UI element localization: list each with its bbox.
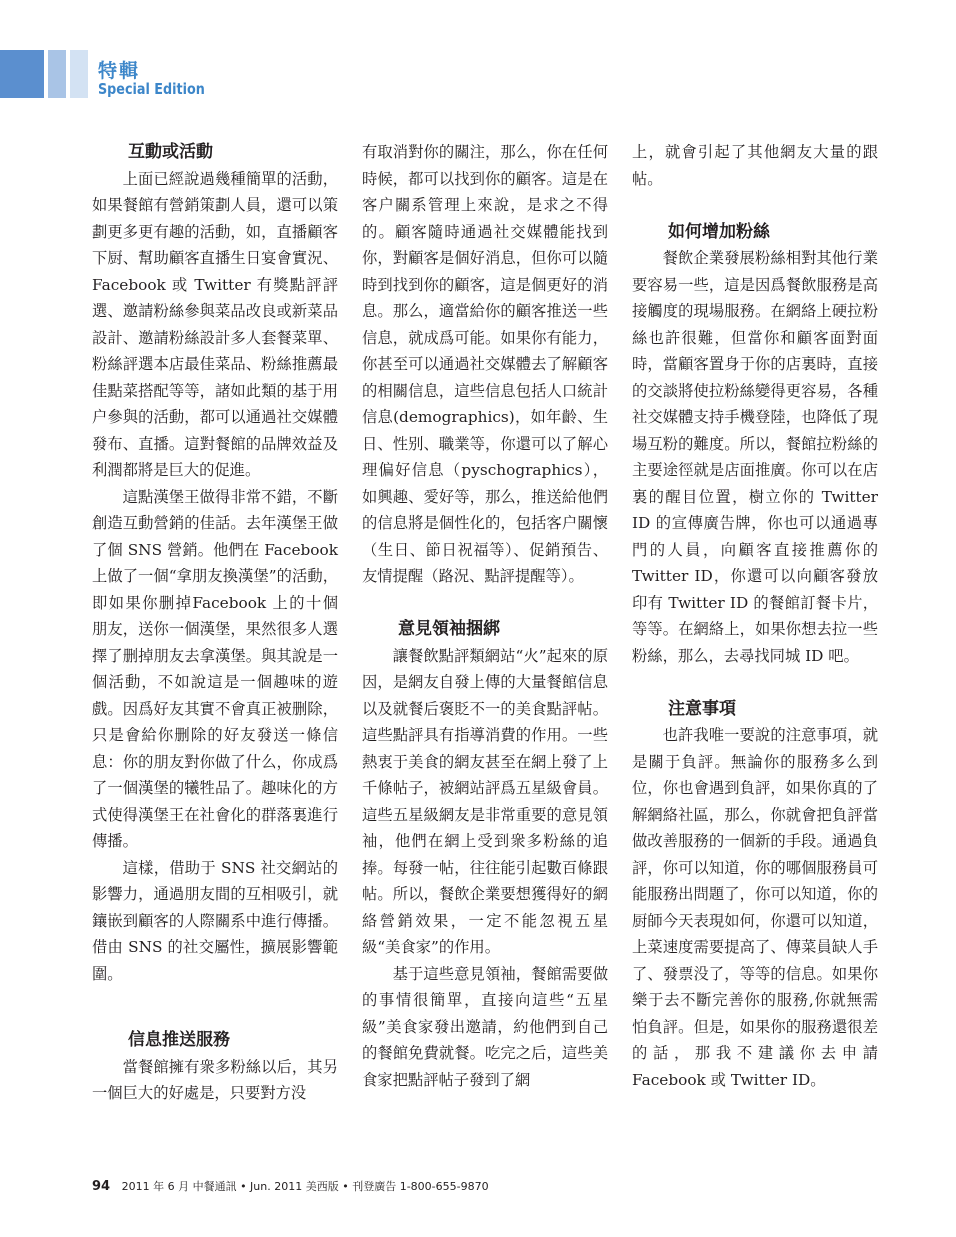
paragraph: 基于這些意見領袖，餐館需要做的事情很簡單，直接向這些“五星級”美食家發出邀請，約他們到自己的餐館免費就餐。吃完之后，這些美食家把點評帖子發到了網 xyxy=(362,964,608,1089)
paragraph: 這點漢堡王做得非常不錯，不斷創造互動營銷的佳話。去年漢堡王做了個 SNS 營銷。他們在 Facebook 上做了一個“拿朋友換漢堡”的活動，即如果你删掉Facebook 上的十個朋友，送你一個漢堡，果然很多人選擇了删掉朋友去拿漢堡。與其說是一個活動，不如說這是一個趣味的遊戲。因爲好友其實不會真正被删除，只是會給你删除的好友發送一條信息：你的朋友對你做了什么，你成爲了一個漢堡的犧牲品了。趣味化的方式使得漢堡王在社會化的群落裏進行傳播。 xyxy=(92,487,338,850)
heading-info-push: 信息推送服務 xyxy=(128,1030,230,1050)
page-footer xyxy=(92,1178,489,1194)
paragraph: 當餐館擁有衆多粉絲以后，其另一個巨大的好處是，只要對方没 xyxy=(92,1057,338,1102)
paragraph: 這樣，借助于 SNS 社交網站的影響力，通過朋友間的互相吸引，就鑲嵌到顧客的人際關系中進行傳播。借由 SNS 的社交屬性，擴展影響範圍。 xyxy=(92,858,338,983)
paragraph: 讓餐飲點評類網站“火”起來的原因，是網友自發上傳的大量餐館信息以及就餐后褒貶不一的美食點評帖。這些點評具有指導消費的作用。一些熱衷于美食的網友甚至在網上發了上千條帖子，被網站評爲五星級會員。這些五星級網友是非常重要的意見領袖，他們在網上受到衆多粉絲的追捧。每發一帖，往往能引起數百條跟帖。所以，餐飲企業要想獲得好的網絡營銷效果，一定不能忽視五星級“美食家”的作用。 xyxy=(362,646,608,956)
footer-text: 2011 年 6 月 中餐通訊 • Jun. 2011 美西版 • 刊登廣告 1-800-655-9870 xyxy=(121,1180,489,1193)
header-bar-medium xyxy=(48,50,66,98)
page-number: 94 xyxy=(92,1179,111,1194)
heading-increase-fans: 如何增加粉絲 xyxy=(668,221,770,242)
paragraph: 餐飲企業發展粉絲相對其他行業要容易一些，這是因爲餐飲服務是高接觸度的現場服務。在網絡上硬拉粉絲也許很難，但當你和顧客面對面時，當顧客置身于你的店裏時，直接的交談將使拉粉絲變得更容易，各種社交媒體支持手機登陸，也降低了現場互粉的難度。所以，餐館拉粉絲的主要途徑就是店面推廣。你可以在店裏的醒目位置，樹立你的 Twitter ID 的宣傳廣告牌，你也可以通過專門的人員，向顧客直接推薦你的 Twitter ID，你還可以向顧客發放印有 Twitter ID 的餐館訂餐卡片，等等。在網絡上，如果你想去拉一些粉絲，那么，去尋找同城 ID 吧。 xyxy=(632,249,878,665)
paragraph: 上面已經說過幾種簡單的活動，如果餐館有營銷策劃人員，還可以策劃更多更有趣的活動，如，直播顧客下厨、幫助顧客直播生日宴會實況、Facebook 或 Twitter 有獎點評評選、邀請粉絲參與菜品改良或新菜品設計、邀請粉絲設計多人套餐菜單、粉絲評選本店最佳菜品、粉絲推薦最佳點菜搭配等等，諸如此類的基于用户參與的活動，都可以通過社交媒體發布、直播。這對餐館的品牌效益及利潤都將是巨大的促進。 xyxy=(92,169,338,479)
section-title-english: Special Edition xyxy=(98,80,205,98)
header-bar-light xyxy=(70,50,88,98)
column-3 xyxy=(632,139,878,1093)
section-title-chinese: 特輯 xyxy=(98,60,141,82)
heading-opinion-leaders: 意見領袖捆綁 xyxy=(398,619,500,639)
column-1 xyxy=(92,139,338,1107)
column-2 xyxy=(362,139,608,1093)
header-bar-dark xyxy=(0,50,44,98)
heading-interaction: 互動或活動 xyxy=(128,142,213,162)
paragraph: 也許我唯一要說的注意事項，就是關于負評。無論你的服務多么到位，你也會遇到負評，如果你真的了解網絡社區，那么，你就會把負評當做改善服務的一個新的手段。通過負評，你可以知道，你的哪個服務員可能服務出問題了，你可以知道，你的厨師今天表現如何，你還可以知道，上菜速度需要提高了、傳菜員缺人手了、發票没了，等等的信息。如果你樂于去不斷完善你的服務,你就無需怕負評。但是，如果你的服務還很差的話，那我不建議你去申請 Facebook 或 Twitter ID。 xyxy=(632,726,878,1089)
paragraph: 有取消對你的關注，那么，你在任何時候，都可以找到你的顧客。這是在客户關系管理上來說，是求之不得的。顧客隨時通過社交媒體能找到你，對顧客是個好消息，但你可以隨時到找到你的顧客，這是個更好的消息。那么，適當給你的顧客推送一些信息，就成爲可能。如果你有能力，你甚至可以通過社交媒體去了解顧客的相關信息，這些信息包括人口統計信息(demographics)，如年齡、生日、性别、職業等，你還可以了解心理偏好信息（pyschographics），如興趣、愛好等，那么，推送給他們的信息將是個性化的，包括客户關懷（生日、節日祝福等）、促銷預告、友情提醒（路況、點評提醒等）。 xyxy=(362,143,608,585)
paragraph: 上，就會引起了其他網友大量的跟帖。 xyxy=(632,143,878,188)
heading-notes: 注意事項 xyxy=(668,698,736,719)
